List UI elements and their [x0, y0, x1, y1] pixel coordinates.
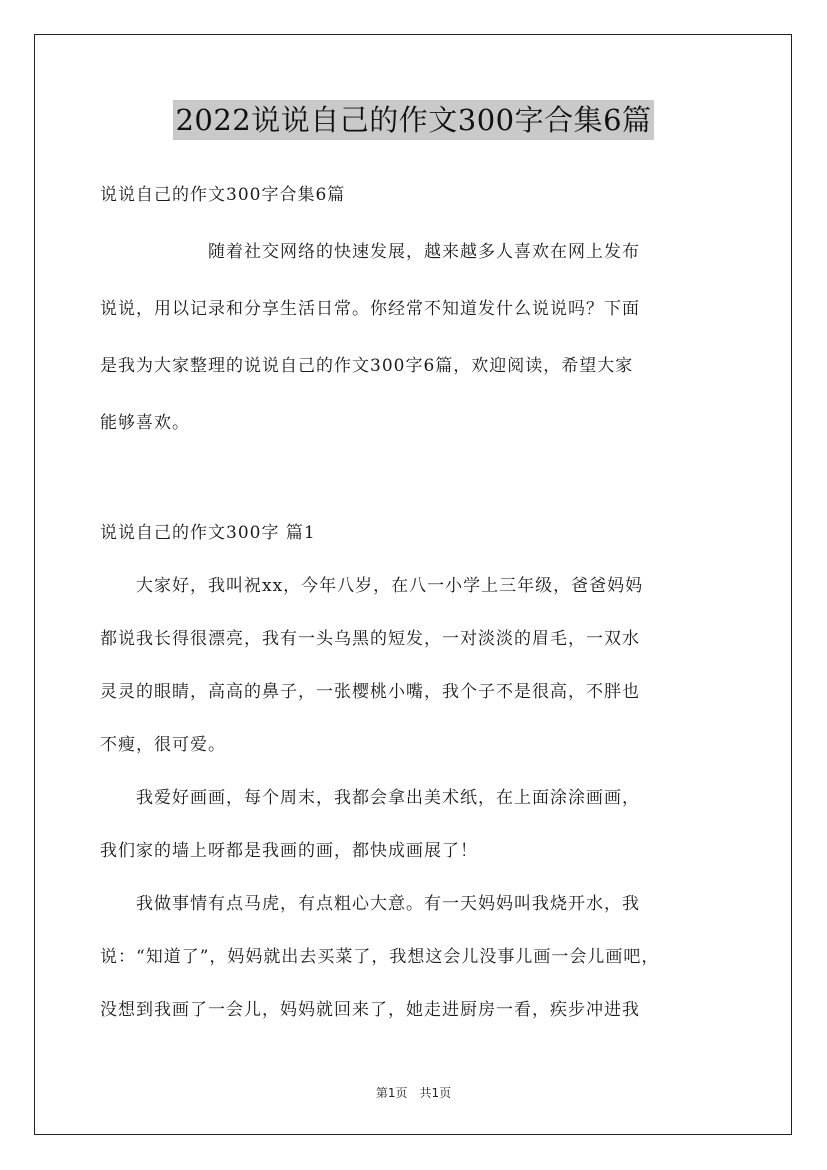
- paragraph-line: 不瘦，很可爱。: [100, 735, 226, 755]
- document-body: [100, 176, 726, 1029]
- intro-line: 是我为大家整理的说说自己的作文300字6篇，欢迎阅读，希望大家: [100, 356, 634, 376]
- intro-line: 随着社交网络的快速发展，越来越多人喜欢在网上发布: [100, 242, 640, 262]
- paragraph-line: 灵灵的眼睛，高高的鼻子，一张樱桃小嘴，我个子不是很高，不胖也: [100, 682, 640, 702]
- title-container: [0, 100, 827, 140]
- paragraph-line: 我们家的墙上呀都是我画的画，都快成画展了！: [100, 841, 478, 861]
- paragraph-line: 都说我长得很漂亮，我有一头乌黑的短发，一对淡淡的眉毛，一双水: [100, 629, 640, 649]
- paragraph-line: 说：“知道了”，妈妈就出去买菜了，我想这会儿没事儿画一会儿画吧，: [100, 947, 660, 967]
- paragraph-line: 我爱好画画，每个周末，我都会拿出美术纸，在上面涂涂画画，: [100, 788, 640, 808]
- intro-line: 说说，用以记录和分享生活日常。你经常不知道发什么说说吗？下面: [100, 299, 640, 319]
- document-title: 2022说说自己的作文300字合集6篇: [173, 100, 653, 140]
- subtitle: 说说自己的作文300字合集6篇: [100, 185, 346, 205]
- paragraph-line: 大家好，我叫祝xx，今年八岁，在八一小学上三年级，爸爸妈妈: [100, 576, 644, 596]
- paragraph-line: 没想到我画了一会儿，妈妈就回来了，她走进厨房一看，疾步冲进我: [100, 1000, 640, 1020]
- section-heading: 说说自己的作文300字 篇1: [100, 523, 316, 543]
- paragraph-line: 我做事情有点马虎，有点粗心大意。有一天妈妈叫我烧开水，我: [100, 894, 640, 914]
- intro-line: 能够喜欢。: [100, 413, 190, 433]
- page-footer: 第1页 共1页: [375, 1086, 452, 1100]
